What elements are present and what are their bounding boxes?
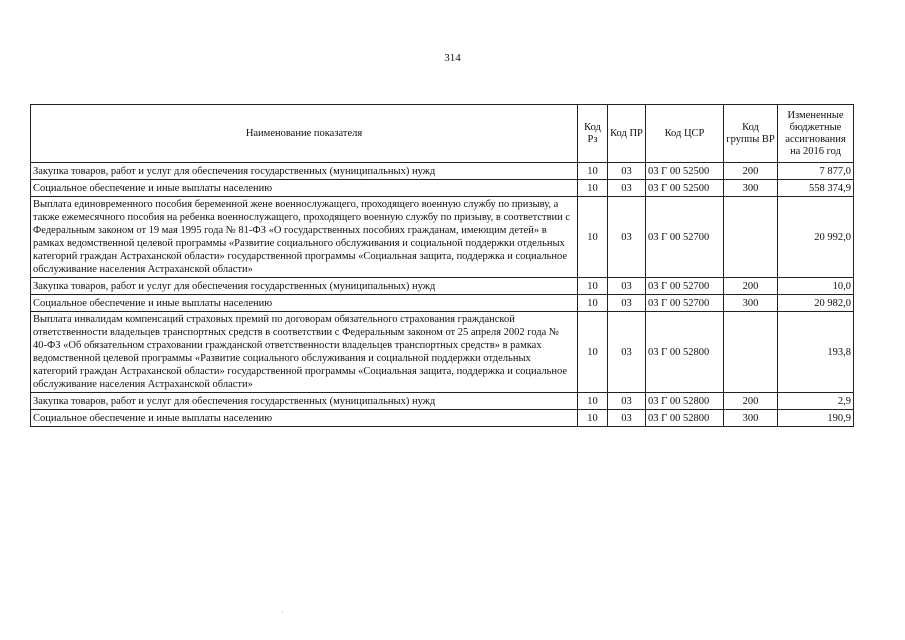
table-row	[31, 180, 854, 197]
row-vr: 300	[724, 180, 778, 197]
budget-table	[30, 104, 854, 427]
table-row	[31, 312, 854, 393]
header-rz: Код Рз	[578, 105, 608, 163]
row-csr: 03 Г 00 52800	[646, 312, 724, 393]
header-pr: Код ПР	[608, 105, 646, 163]
row-pr: 03	[608, 180, 646, 197]
row-pr: 03	[608, 393, 646, 410]
header-name: Наименование показателя	[31, 105, 578, 163]
header-csr: Код ЦСР	[646, 105, 724, 163]
row-pr: 03	[608, 163, 646, 180]
row-amount: 20 982,0	[778, 295, 854, 312]
row-rz: 10	[578, 393, 608, 410]
row-amount: 190,9	[778, 410, 854, 427]
row-name: Социальное обеспечение и иные выплаты населению	[31, 295, 578, 312]
row-amount: 10,0	[778, 278, 854, 295]
row-name: Закупка товаров, работ и услуг для обеспечения государственных (муниципальных) нужд	[31, 278, 578, 295]
row-rz: 10	[578, 180, 608, 197]
row-vr: 200	[724, 163, 778, 180]
row-vr: 300	[724, 410, 778, 427]
row-vr: 200	[724, 278, 778, 295]
row-csr: 03 Г 00 52800	[646, 393, 724, 410]
row-rz: 10	[578, 197, 608, 278]
row-vr	[724, 312, 778, 393]
header-amount: Измененные бюджетные ассигнования на 2016 год	[778, 105, 854, 163]
scan-speck	[282, 612, 283, 613]
table-row	[31, 278, 854, 295]
row-amount: 558 374,9	[778, 180, 854, 197]
row-rz: 10	[578, 312, 608, 393]
row-name: Выплата инвалидам компенсаций страховых премий по договорам обязательного страхования гражданской ответственности владельцев транспортных средств в соответствии с Федеральным законом от 25 апреля 2002 года № 40-ФЗ «Об обязательном страховании гражданской ответственности владельцев транспортных средств» в рамках ведомственной целевой программы «Развитие социального обслуживания и социальной поддержки отдельных категорий граждан Астраханской области» государственной программы «Социальная защита, поддержка и социальное обслуживание населения Астраханской области»	[31, 312, 578, 393]
row-amount: 193,8	[778, 312, 854, 393]
row-vr	[724, 197, 778, 278]
row-amount: 20 992,0	[778, 197, 854, 278]
row-name: Социальное обеспечение и иные выплаты населению	[31, 180, 578, 197]
row-csr: 03 Г 00 52500	[646, 163, 724, 180]
row-amount: 7 877,0	[778, 163, 854, 180]
row-name: Закупка товаров, работ и услуг для обеспечения государственных (муниципальных) нужд	[31, 393, 578, 410]
row-pr: 03	[608, 197, 646, 278]
row-rz: 10	[578, 163, 608, 180]
row-csr: 03 Г 00 52700	[646, 197, 724, 278]
row-name: Выплата единовременного пособия беременной жене военнослужащего, проходящего военную службу по призыву, а также ежемесячного пособия на ребенка военнослужащего, проходящего военную службу по призыву, в соответствии с Федеральным законом от 19 мая 1995 года № 81-ФЗ «О государственных пособиях гражданам, имеющим детей» в рамках ведомственной целевой программы «Развитие социального обслуживания и социальной поддержки отдельных категорий граждан Астраханской области» государственной программы «Социальная защита, поддержка и социальное обслуживание населения Астраханской области»	[31, 197, 578, 278]
row-rz: 10	[578, 410, 608, 427]
row-vr: 300	[724, 295, 778, 312]
row-rz: 10	[578, 295, 608, 312]
table-row	[31, 295, 854, 312]
table-row	[31, 393, 854, 410]
page-number: 314	[444, 52, 461, 64]
row-name: Социальное обеспечение и иные выплаты населению	[31, 410, 578, 427]
row-rz: 10	[578, 278, 608, 295]
row-pr: 03	[608, 278, 646, 295]
table-row	[31, 410, 854, 427]
row-pr: 03	[608, 410, 646, 427]
row-pr: 03	[608, 295, 646, 312]
row-amount: 2,9	[778, 393, 854, 410]
row-pr: 03	[608, 312, 646, 393]
table-header-row	[31, 105, 854, 163]
row-vr: 200	[724, 393, 778, 410]
row-csr: 03 Г 00 52700	[646, 278, 724, 295]
header-vr: Код группы ВР	[724, 105, 778, 163]
table-row	[31, 163, 854, 180]
row-csr: 03 Г 00 52800	[646, 410, 724, 427]
row-csr: 03 Г 00 52700	[646, 295, 724, 312]
row-name: Закупка товаров, работ и услуг для обеспечения государственных (муниципальных) нужд	[31, 163, 578, 180]
table-row	[31, 197, 854, 278]
row-csr: 03 Г 00 52500	[646, 180, 724, 197]
